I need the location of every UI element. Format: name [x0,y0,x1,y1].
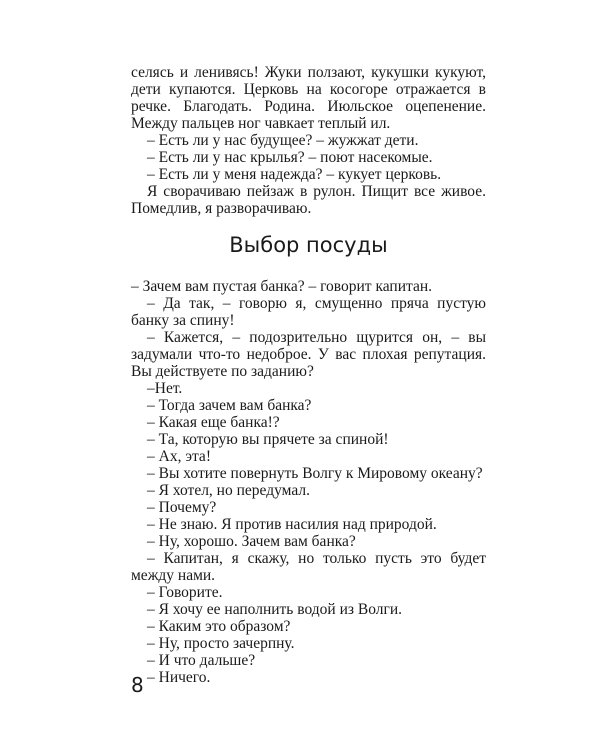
dialogue-line: – Не знаю. Я против насилия над природой. [147,516,437,533]
dialogue-line: – Каким это образом? [147,618,291,635]
dialogue-line: – Какая еще банка!? [147,414,280,431]
dialogue-line: – Я хочу ее наполнить водой из Волги. [147,601,403,618]
dialogue-line: – Та, которую вы прячете за спиной! [147,431,389,448]
page-number: 8 [131,673,144,697]
dialogue-line: –Нет. [147,380,183,397]
dialogue-line: – Я хотел, но передумал. [147,482,310,499]
dialogue-line: – Ах, эта! [147,448,211,465]
dialogue-line: – Зачем вам пустая банка? – говорит капитан. [131,278,433,295]
dialogue-line: – И что дальше? [147,652,256,669]
dialogue-line: – Вы хотите повернуть Волгу к Мировому океану? [147,465,483,482]
paragraph: – Есть ли у меня надежда? – кукует церковь. [147,166,442,183]
chapter-title: Выбор посуды [229,233,388,257]
dialogue-line: – Кажется, – подозрительно щурится он, – вы задумали что-то недоброе. У вас плохая репутация. Вы действуете по заданию? [131,329,486,380]
dialogue-line: – Ну, хорошо. Зачем вам банка? [147,533,356,550]
paragraph: – Есть ли у нас будущее? – жужжат дети. [147,132,419,149]
opening-text-block [131,64,486,217]
paragraph: – Есть ли у нас крылья? – поют насекомые. [147,149,433,166]
dialogue-line: – Ну, просто зачерпну. [147,635,295,652]
paragraph: селясь и ленивясь! Жуки ползают, кукушки кукуют, дети купаются. Церковь на косогоре отражается в речке. Благодать. Родина. Июльское оцепенение. Между пальцев ног чавкает теплый ил. [131,64,486,132]
dialogue-line: – Тогда зачем вам банка? [147,397,312,414]
dialogue-line: – Говорите. [147,584,223,601]
dialogue-line: – Ничего. [147,669,211,686]
dialogue-line: – Почему? [147,499,217,516]
dialogue-line: – Да так, – говорю я, смущенно пряча пустую банку за спину! [131,295,486,329]
paragraph: Я сворачиваю пейзаж в рулон. Пищит все живое. Помедлив, я разворачиваю. [131,183,486,217]
dialogue-line: – Капитан, я скажу, но только пусть это будет между нами. [131,550,486,584]
dialogue-text-block [131,278,486,686]
